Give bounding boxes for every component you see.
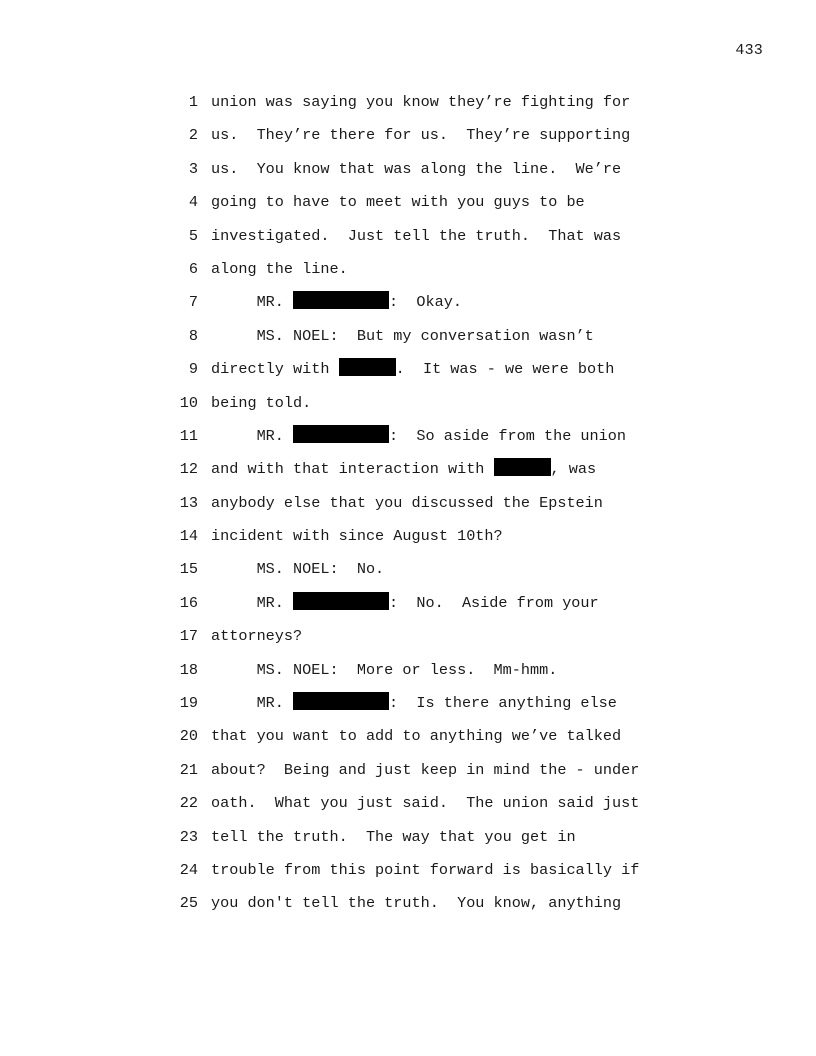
- line-number: 9: [188, 360, 198, 379]
- line-text-segment: trouble from this point forward is basically if: [211, 860, 640, 879]
- line-text-segment: tell the truth. The way that you get in: [211, 827, 576, 846]
- transcript-line: [0, 887, 816, 920]
- line-text-segment: you don't tell the truth. You know, anything: [211, 894, 622, 913]
- line-text-segment: . It was - we were both: [395, 360, 615, 379]
- line-text: [211, 353, 614, 386]
- line-text-segment: and with that interaction with: [211, 460, 494, 479]
- line-number: 5: [188, 226, 198, 245]
- transcript-line: [0, 520, 816, 553]
- transcript-line: [0, 453, 816, 486]
- line-text: [211, 520, 503, 553]
- line-text: [211, 487, 603, 520]
- transcript-line: [0, 220, 816, 253]
- line-text-segment: directly with: [211, 360, 339, 379]
- line-text-segment: MS. NOEL: No.: [211, 560, 385, 579]
- line-text-segment: incident with since August 10th?: [211, 527, 503, 546]
- line-text-segment: anybody else that you discussed the Epstein: [211, 493, 603, 512]
- line-number: 22: [179, 794, 198, 813]
- line-text: [211, 420, 626, 453]
- line-number: 24: [179, 860, 198, 879]
- line-number: 23: [179, 827, 198, 846]
- line-text-segment: being told.: [211, 393, 312, 412]
- line-text: [211, 687, 617, 720]
- line-text-segment: MR.: [211, 694, 294, 713]
- page-number: 433: [735, 42, 763, 59]
- line-text: [211, 720, 621, 753]
- transcript-line: [0, 553, 816, 586]
- line-text-segment: union was saying you know they’re fighting for: [211, 93, 631, 111]
- transcript-line: [0, 320, 816, 353]
- line-number: 10: [179, 393, 198, 412]
- transcript-line: [0, 720, 816, 753]
- redaction-box: [293, 692, 389, 710]
- line-text-segment: us. They’re there for us. They’re supporting: [211, 126, 631, 145]
- line-text-segment: MR.: [211, 426, 294, 445]
- line-text-segment: MR.: [211, 293, 294, 312]
- line-number: 16: [179, 593, 198, 612]
- line-text-segment: MS. NOEL: More or less. Mm-hmm.: [211, 660, 558, 679]
- transcript-line: [0, 787, 816, 820]
- line-number: 21: [179, 760, 198, 779]
- transcript-line: [0, 420, 816, 453]
- line-number: 18: [179, 660, 198, 679]
- line-text: [211, 821, 576, 854]
- line-number: 11: [179, 426, 198, 445]
- line-number: 6: [188, 259, 198, 278]
- transcript-line: [0, 119, 816, 152]
- transcript-line: [0, 687, 816, 720]
- line-number: 1: [188, 93, 198, 111]
- line-text: [211, 553, 384, 586]
- line-number: 8: [188, 326, 198, 345]
- line-number: 20: [179, 727, 198, 746]
- line-text-segment: us. You know that was along the line. We’re: [211, 159, 622, 178]
- transcript-line: [0, 153, 816, 186]
- transcript-line: [0, 353, 816, 386]
- redaction-box: [494, 458, 551, 476]
- line-text: [211, 620, 302, 653]
- line-text-segment: along the line.: [211, 259, 348, 278]
- transcript-line: [0, 754, 816, 787]
- line-text-segment: that you want to add to anything we’ve talked: [211, 727, 622, 746]
- line-text: [211, 153, 621, 186]
- line-number: 15: [179, 560, 198, 579]
- line-number: 25: [179, 894, 198, 913]
- line-number: 13: [179, 493, 198, 512]
- transcript-line: [0, 186, 816, 219]
- line-text: [211, 587, 599, 620]
- transcript-body: [0, 86, 816, 921]
- line-text: [211, 119, 630, 152]
- transcript-line: [0, 620, 816, 653]
- line-number: 2: [188, 126, 198, 145]
- transcript-line: [0, 86, 816, 119]
- line-text-segment: : Okay.: [389, 293, 462, 312]
- transcript-line: [0, 821, 816, 854]
- line-number: 7: [188, 293, 198, 312]
- transcript-line: [0, 387, 816, 420]
- line-number: 17: [179, 627, 198, 646]
- line-text: [211, 887, 621, 920]
- line-number: 4: [188, 193, 198, 212]
- redaction-box: [293, 425, 389, 443]
- line-text: [211, 854, 639, 887]
- line-text: [211, 787, 639, 820]
- line-text: [211, 754, 639, 787]
- line-text: [211, 186, 585, 219]
- transcript-line: [0, 854, 816, 887]
- line-text-segment: MR.: [211, 593, 294, 612]
- line-number: 14: [179, 527, 198, 546]
- transcript-line: [0, 253, 816, 286]
- line-text-segment: : Is there anything else: [389, 694, 617, 713]
- transcript-line: [0, 654, 816, 687]
- line-text-segment: MS. NOEL: But my conversation wasn’t: [211, 326, 594, 345]
- redaction-box: [293, 592, 389, 610]
- transcript-line: [0, 286, 816, 319]
- line-text: [211, 654, 557, 687]
- line-text: [211, 286, 462, 319]
- line-text: [211, 220, 621, 253]
- line-text: [211, 387, 311, 420]
- line-text: [211, 453, 596, 486]
- line-text-segment: oath. What you just said. The union said just: [211, 794, 640, 813]
- line-number: 12: [179, 460, 198, 479]
- line-text-segment: attorneys?: [211, 627, 303, 646]
- line-text: [211, 320, 594, 353]
- line-number: 19: [179, 694, 198, 713]
- line-text: [211, 86, 630, 119]
- line-text-segment: : So aside from the union: [389, 426, 626, 445]
- line-text-segment: going to have to meet with you guys to be: [211, 193, 585, 212]
- line-text-segment: : No. Aside from your: [389, 593, 599, 612]
- transcript-line: [0, 487, 816, 520]
- redaction-box: [339, 358, 396, 376]
- line-text-segment: investigated. Just tell the truth. That was: [211, 226, 622, 245]
- line-text-segment: about? Being and just keep in mind the - under: [211, 760, 640, 779]
- line-text: [211, 253, 348, 286]
- transcript-line: [0, 587, 816, 620]
- line-number: 3: [188, 159, 198, 178]
- line-text-segment: , was: [550, 460, 597, 479]
- redaction-box: [293, 291, 389, 309]
